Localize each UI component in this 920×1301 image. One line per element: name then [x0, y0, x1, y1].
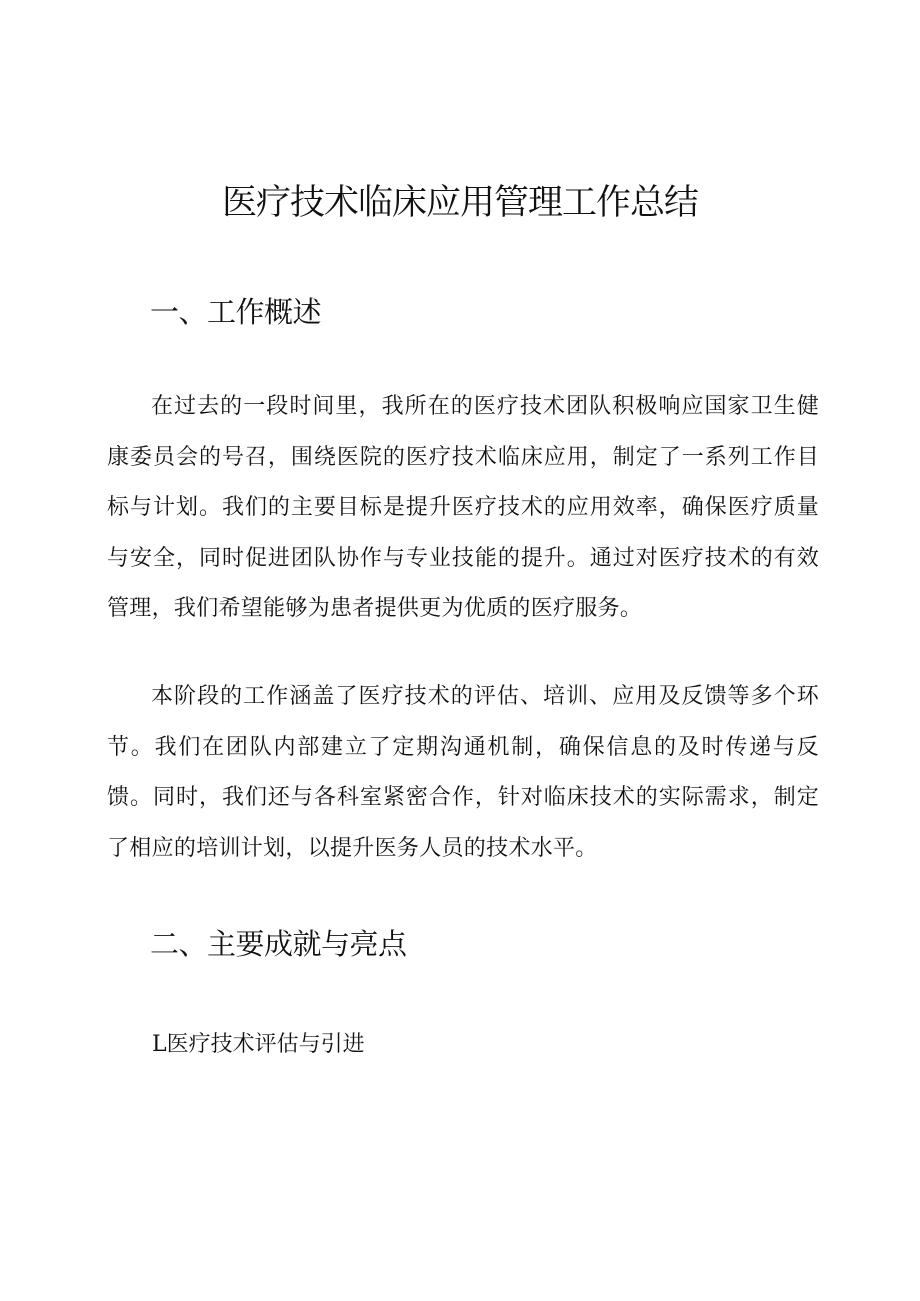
overview-paragraph-2: 本阶段的工作涵盖了医疗技术的评估、培训、应用及反馈等多个环节。我们在团队内部建立了定期沟通机制，确保信息的及时传递与反馈。同时，我们还与各科室紧密合作，针对临床技术的实际需求，制定了相应的培训计划，以提升医务人员的技术水平。: [107, 684, 819, 861]
overview-paragraph-1: 在过去的一段时间里，我所在的医疗技术团队积极响应国家卫生健康委员会的号召，围绕医院的医疗技术临床应用，制定了一系列工作目标与计划。我们的主要目标是提升医疗技术的应用效率，确保医疗质量与安全，同时促进团队协作与专业技能的提升。通过对医疗技术的有效管理，我们希望能够为患者提供更为优质的医疗服务。: [107, 394, 819, 621]
subsection-item-tech-evaluation: L医疗技术评估与引进: [152, 1032, 365, 1057]
section-heading-achievements: 二、主要成就与亮点: [150, 927, 407, 961]
section-heading-overview: 一、工作概述: [150, 295, 322, 329]
document-title: 医疗技术临床应用管理工作总结: [221, 183, 698, 223]
